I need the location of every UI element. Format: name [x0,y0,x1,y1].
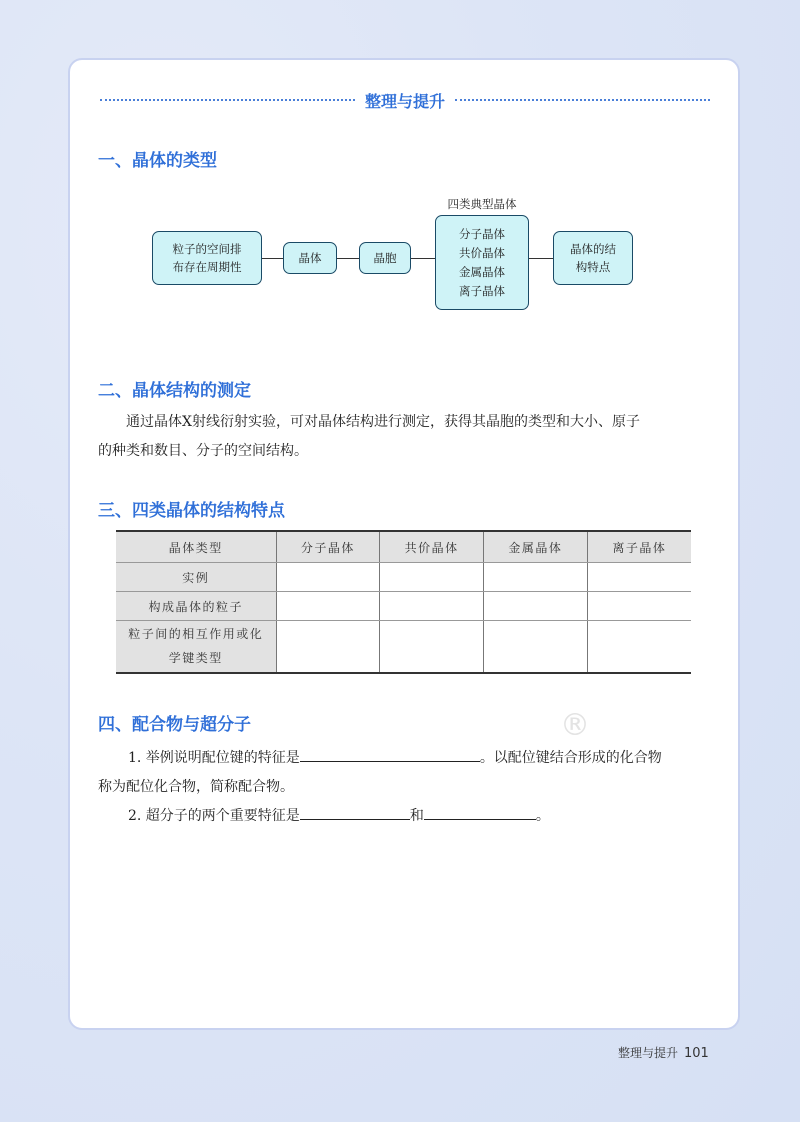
section4-heading: 四、配合物与超分子 [98,715,251,735]
section3-heading: 三、四类晶体的结构特点 [98,501,285,521]
section4-questions [98,744,716,831]
section2-paragraph [98,408,716,466]
chapter-header [100,88,710,112]
diagram-box-unit-cell: 晶胞 [359,242,411,274]
answer-cell [380,592,484,621]
q1-suffix: 。以配位键结合形成的化合物 [479,750,662,766]
table-header-cell: 离子晶体 [587,531,691,563]
section1-heading: 一、晶体的类型 [98,151,217,171]
answer-cell [587,592,691,621]
table-header-cell: 晶体类型 [116,531,276,563]
question-2 [98,802,716,831]
diagram-group-label: 四类典型晶体 [447,197,517,211]
answer-cell [380,563,484,592]
section2-line2: 的种类和数目、分子的空间结构。 [98,443,308,459]
type-metallic: 金属晶体 [459,264,505,279]
connector-2 [337,258,359,259]
registered-watermark: ® [560,708,590,743]
answer-cell [484,592,588,621]
header-dots-right [455,99,710,101]
row-label-line2: 学键类型 [168,651,223,666]
answer-cell [380,621,484,673]
q2-and: 和 [409,808,424,824]
table-row [116,621,691,673]
footer-title: 整理与提升 [618,1046,679,1060]
connector-1 [262,258,283,259]
crystal-features-table [116,530,691,674]
page-footer [618,1044,709,1061]
diagram-box-structure-features [553,231,633,285]
answer-cell [484,621,588,673]
diagram-box-crystal: 晶体 [283,242,337,274]
table-header-cell: 共价晶体 [380,531,484,563]
answer-cell [587,563,691,592]
box5-line1: 晶体的结 [570,242,616,256]
table-row [116,592,691,621]
row-label-examples: 实例 [116,563,276,592]
question-1 [98,744,716,773]
q1-blank[interactable] [300,747,480,762]
q1-prefix: 1. 举例说明配位键的特征是 [128,750,300,766]
connector-3 [411,258,435,259]
connector-4 [529,258,553,259]
header-dots-left [100,99,355,101]
answer-cell [587,621,691,673]
row-label-line1: 粒子间的相互作用或化 [128,627,264,642]
row-label-particles: 构成晶体的粒子 [116,592,276,621]
answer-cell [484,563,588,592]
q2-blank-2[interactable] [424,805,536,820]
type-ionic: 离子晶体 [459,283,505,298]
answer-cell [276,563,380,592]
question-1-line2: 称为配位化合物，简称配合物。 [98,779,294,795]
box1-line2: 布存在周期性 [172,260,242,274]
section2-line1: 通过晶体X射线衍射实验，可对晶体结构进行测定，获得其晶胞的类型和大小、原子 [126,414,640,430]
table-header-cell: 金属晶体 [484,531,588,563]
table-header-row [116,531,691,563]
type-molecular: 分子晶体 [459,226,505,241]
table-header-cell: 分子晶体 [276,531,380,563]
table-row [116,563,691,592]
answer-cell [276,621,380,673]
type-covalent: 共价晶体 [459,245,505,260]
row-label-interactions [116,621,276,673]
section2-heading: 二、晶体结构的测定 [98,381,251,401]
answer-cell [276,592,380,621]
box5-line2: 构特点 [575,260,611,274]
page-number: 101 [684,1046,709,1061]
diagram-box-periodicity [152,231,262,285]
q2-prefix: 2. 超分子的两个重要特征是 [128,808,300,824]
box1-line1: 粒子的空间排 [172,242,242,256]
diagram-box-four-types [435,215,529,310]
q2-blank-1[interactable] [300,805,410,820]
q2-suffix: 。 [535,808,550,824]
header-title: 整理与提升 [365,91,446,111]
